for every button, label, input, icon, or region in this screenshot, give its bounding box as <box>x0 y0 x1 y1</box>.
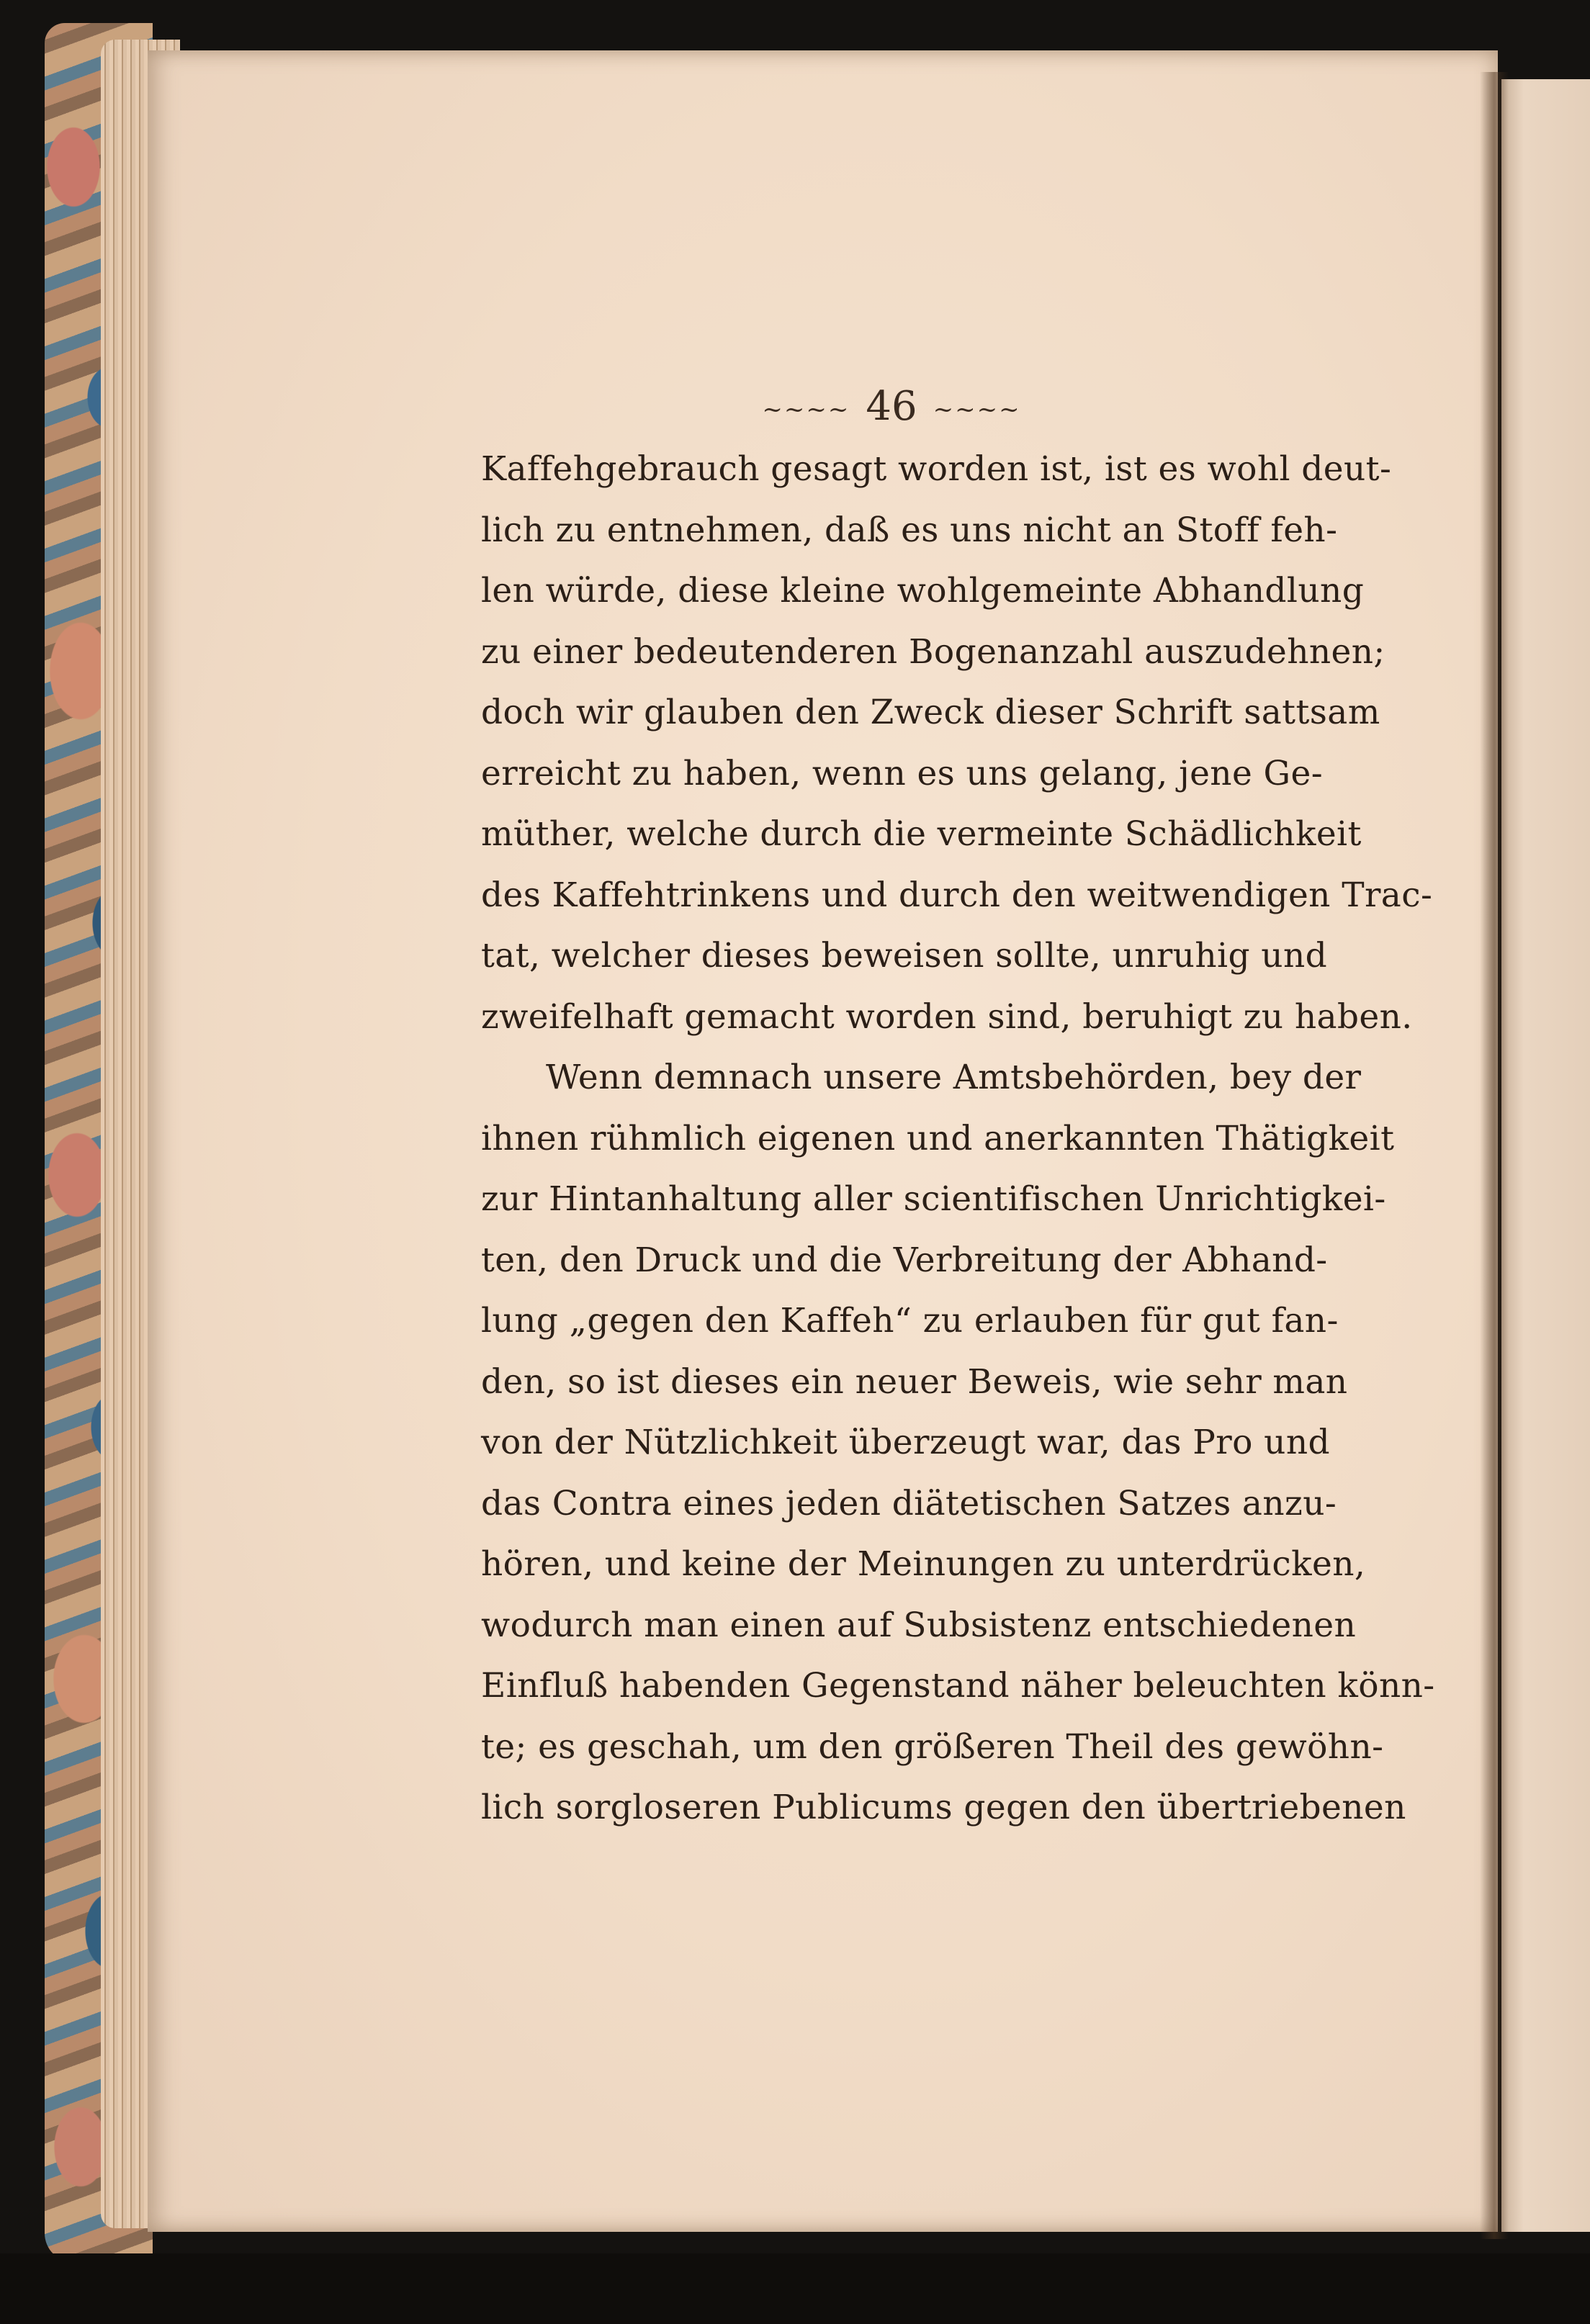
text-line: tat, welcher dieses beweisen sollte, unruhig und <box>481 936 1328 976</box>
text-line: wodurch man einen auf Subsistenz entschiedenen <box>481 1605 1357 1645</box>
text-line: lich sorgloseren Publicums gegen den übertriebenen <box>481 1788 1406 1827</box>
text-line: müther, welche durch die vermeinte Schädlichkeit <box>481 814 1362 854</box>
text-line: erreicht zu haben, wenn es uns gelang, jene Ge- <box>481 753 1323 793</box>
text-line: hören, und keine der Meinungen zu unterdrücken, <box>481 1544 1366 1584</box>
text-line: zur Hintanhaltung aller scientifischen Unrichtigkei- <box>481 1179 1386 1219</box>
text-line: des Kaffehtrinkens und durch den weitwendigen Trac- <box>481 875 1433 915</box>
text-line: Wenn demnach unsere Amtsbehörden, bey der <box>546 1058 1362 1097</box>
text-line: lung „gegen den Kaffeh“ zu erlauben für gut fan- <box>481 1301 1339 1341</box>
text-line: zu einer bedeutenderen Bogenanzahl auszudehnen; <box>481 631 1385 672</box>
page-number: 46 <box>866 383 917 430</box>
text-line: len würde, diese kleine wohlgemeinte Abhandlung <box>481 571 1365 611</box>
text-line: Einfluß habenden Gegenstand näher beleuchten könn- <box>481 1666 1435 1706</box>
ornament-right: ~~~~ <box>933 395 1021 424</box>
text-line: ihnen rühmlich eigenen und anerkannten Thätigkeit <box>481 1118 1395 1158</box>
text-line: von der Nützlichkeit überzeugt war, das Pro und <box>481 1423 1330 1462</box>
paragraph-2 <box>481 1048 1435 1839</box>
text-line: den, so ist dieses ein neuer Beweis, wie sehr man <box>481 1361 1348 1402</box>
text-line: te; es geschah, um den größeren Theil des gewöhn- <box>481 1726 1384 1767</box>
text-line: Kaffehgebrauch gesagt worden ist, ist es wohl deut- <box>481 449 1392 489</box>
paragraph-1 <box>481 439 1433 1048</box>
text-line: zweifelhaft gemacht worden sind, beruhigt zu haben. <box>481 996 1413 1037</box>
text-line: das Contra eines jeden diätetischen Satzes anzu- <box>481 1483 1337 1523</box>
text-line: ten, den Druck und die Verbreitung der Abhand- <box>481 1240 1328 1280</box>
book-gutter <box>1480 72 1509 2239</box>
page-header <box>481 374 1302 439</box>
background-edge <box>0 2253 1590 2324</box>
text-line: lich zu entnehmen, daß es uns nicht an Stoff feh- <box>481 510 1338 550</box>
facing-page <box>1501 79 1590 2232</box>
page-text-block <box>481 374 1435 1839</box>
ornament-left: ~~~~ <box>762 395 850 424</box>
text-line: doch wir glauben den Zweck dieser Schrift sattsam <box>481 693 1380 732</box>
